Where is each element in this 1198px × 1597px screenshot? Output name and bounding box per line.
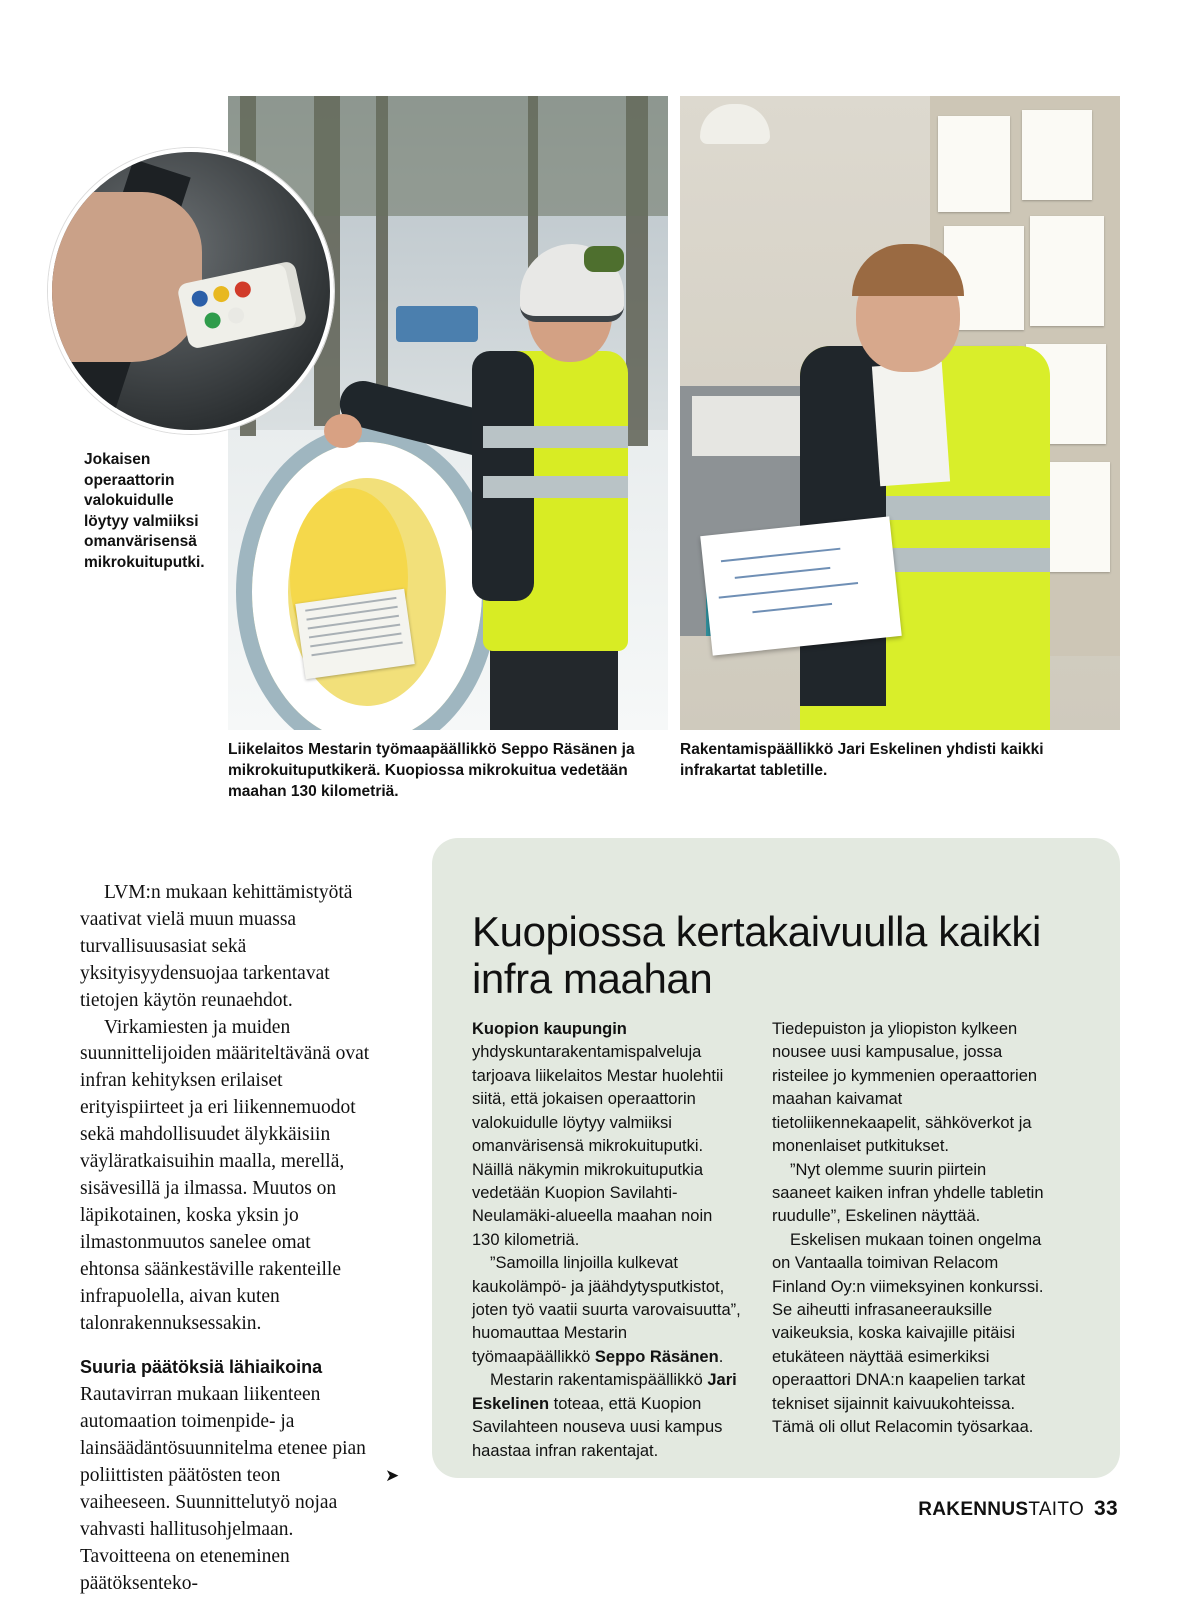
sidebox-paragraph bbox=[472, 1369, 744, 1463]
sidebox-paragraph: Eskelisen mukaan toinen ongelma on Vantaalla toimivan Relacom Finland Oy:n viimeksyinen konkurssi. Se aiheutti infrasaneerauksille vaikeuksia, koska kaivajille pitäisi etukäteen näyttää esimerkiksi operaattori DNA:n kaapelien tarkat tekniset sijainnit kaivuukohteissa. Tämä oli ollut Relacomin työsarkaa. bbox=[772, 1230, 1044, 1437]
photo-row bbox=[0, 0, 1198, 740]
sidebox-column-1 bbox=[472, 1018, 744, 1463]
magazine-brand-bold: RAKENNUS bbox=[918, 1499, 1029, 1520]
sidebox-paragraph bbox=[472, 1252, 744, 1369]
hiviz-stripe bbox=[886, 548, 1050, 572]
printed-infra-map bbox=[700, 516, 902, 655]
duct-tube-yellow bbox=[212, 285, 231, 304]
sidebox-paragraph-text: yhdyskuntarakentamispalveluja tarjoava liikelaitos Mestar huolehtii siitä, että jokaisen operaattorin valokuidulle löytyy valmiiksi omanvärisensä mikrokuituputki. Näillä näkymin mikrokuituputkia vedetään Kuopion Savilahti-Neulamäki-alueella maahan noin 130 kilometriä. bbox=[472, 1043, 724, 1249]
hiviz-stripe bbox=[483, 476, 628, 498]
person-name: Seppo Räsänen bbox=[594, 1347, 719, 1366]
article-paragraph: Rautavirran mukaan liikenteen automaation toimenpide- ja lainsäädäntösuunnitelma etenee pian poliittisten päätösten teon vaiheeseen. Suunnittelutyö nojaa vahvasti hallitusohjelmaan. Tavoitteena on eteneminen päätöksenteko- bbox=[80, 1384, 366, 1594]
paper-label bbox=[295, 589, 415, 680]
inset-photo-caption: Jokaisen operaattorin valokuidulle löytyy valmiiksi omanvärisensä mikrokuituputki. bbox=[84, 451, 205, 572]
helmet-accessory bbox=[584, 246, 624, 272]
article-subheading: Suuria päätöksiä lähiaikoina bbox=[80, 1357, 323, 1378]
hand-holding-microduct-photo bbox=[48, 148, 334, 434]
right-photo-caption: Rakentamispäällikkö Jari Eskelinen yhdisti kaikki infrakartat tabletille. bbox=[680, 741, 1044, 779]
continue-arrow-icon: ➤ bbox=[385, 1466, 400, 1485]
worker-hand bbox=[324, 414, 362, 448]
duct-tube-white bbox=[227, 306, 246, 325]
article-paragraph: Virkamiesten ja muiden suunnittelijoiden määriteltävänä ovat infran kehityksen erilaiset erityispiirteet ja eri liikennemuodot sekä mahdollisuudet älykkäisiin väyläratkaisuihin maalla, merellä, sisävesillä ja ilmassa. Muutos on läpikotainen, koska yksin jo ilmastonmuutos sanelee omat ehtonsa säänkestäville rakenteille infrapuolella, aivan kuten talonrakennuksessakin. bbox=[80, 1016, 370, 1334]
ceiling-lamp bbox=[700, 104, 770, 144]
article-paragraph: LVM:n mukaan kehittämistyötä vaativat vielä muun muassa turvallisuusasiat sekä yksityisyydensuojaa tarkentavat tietojen käytön reunaehdot. bbox=[80, 882, 353, 1011]
magazine-brand-light: TAITO bbox=[1028, 1499, 1085, 1520]
hiviz-stripe bbox=[483, 426, 628, 448]
hand bbox=[48, 192, 202, 362]
sidebox-paragraph-text: ”Samoilla linjoilla kulkevat kaukolämpö- ja jäähdytysputkistot, joten työ vaatii suurta varovaisuutta”, huomauttaa Mestarin työmaapäällikkö bbox=[472, 1254, 741, 1366]
sidebox-title: Kuopiossa kertakaivuulla kaikki infra maahan bbox=[472, 908, 1041, 1003]
manager-shirt bbox=[872, 362, 950, 487]
sidebox-paragraph-text: Mestarin rakentamispäällikkö bbox=[490, 1371, 708, 1390]
left-photo-caption: Liikelaitos Mestarin työmaapäällikkö Seppo Räsänen ja mikrokuituputkikerä. Kuopiossa mikrokuitua vedetään maahan 130 kilometriä. bbox=[228, 741, 635, 800]
duct-tube-green bbox=[203, 311, 222, 330]
shelf-box bbox=[692, 396, 812, 456]
page-footer bbox=[918, 1497, 1118, 1521]
sidebox-column-2 bbox=[772, 1018, 1044, 1440]
sentence-end: . bbox=[718, 1347, 724, 1366]
person-name: Jari Eskelinen bbox=[472, 1371, 737, 1413]
duct-tube-blue bbox=[190, 289, 209, 308]
truck bbox=[396, 306, 478, 342]
sidebox-paragraph: ”Nyt olemme suurin piirtein saaneet kaiken infran yhdelle tabletin ruudulle”, Eskelinen näyttää. bbox=[772, 1160, 1044, 1226]
duct-tube-red bbox=[233, 280, 252, 299]
sidebox-lead-in: Kuopion kaupungin bbox=[472, 1020, 627, 1038]
manager-with-map-photo bbox=[680, 96, 1120, 730]
sidebox-paragraph bbox=[472, 1018, 744, 1252]
sidebox-paragraph-text: toteaa, että Kuopion Savilahteen nouseva uusi kampus haastaa infran rakentajat. bbox=[472, 1394, 723, 1460]
page-number: 33 bbox=[1094, 1497, 1118, 1520]
sidebox-paragraph: Tiedepuiston ja yliopiston kylkeen nousee uusi kampusalue, jossa risteilee jo kymmenien operaattorien maahan kaivamat tietoliikennekaapelit, sähköverkot ja monenlaiset putkitukset. bbox=[772, 1020, 1038, 1156]
hiviz-stripe bbox=[886, 496, 1050, 520]
article-left-column bbox=[80, 880, 375, 1597]
